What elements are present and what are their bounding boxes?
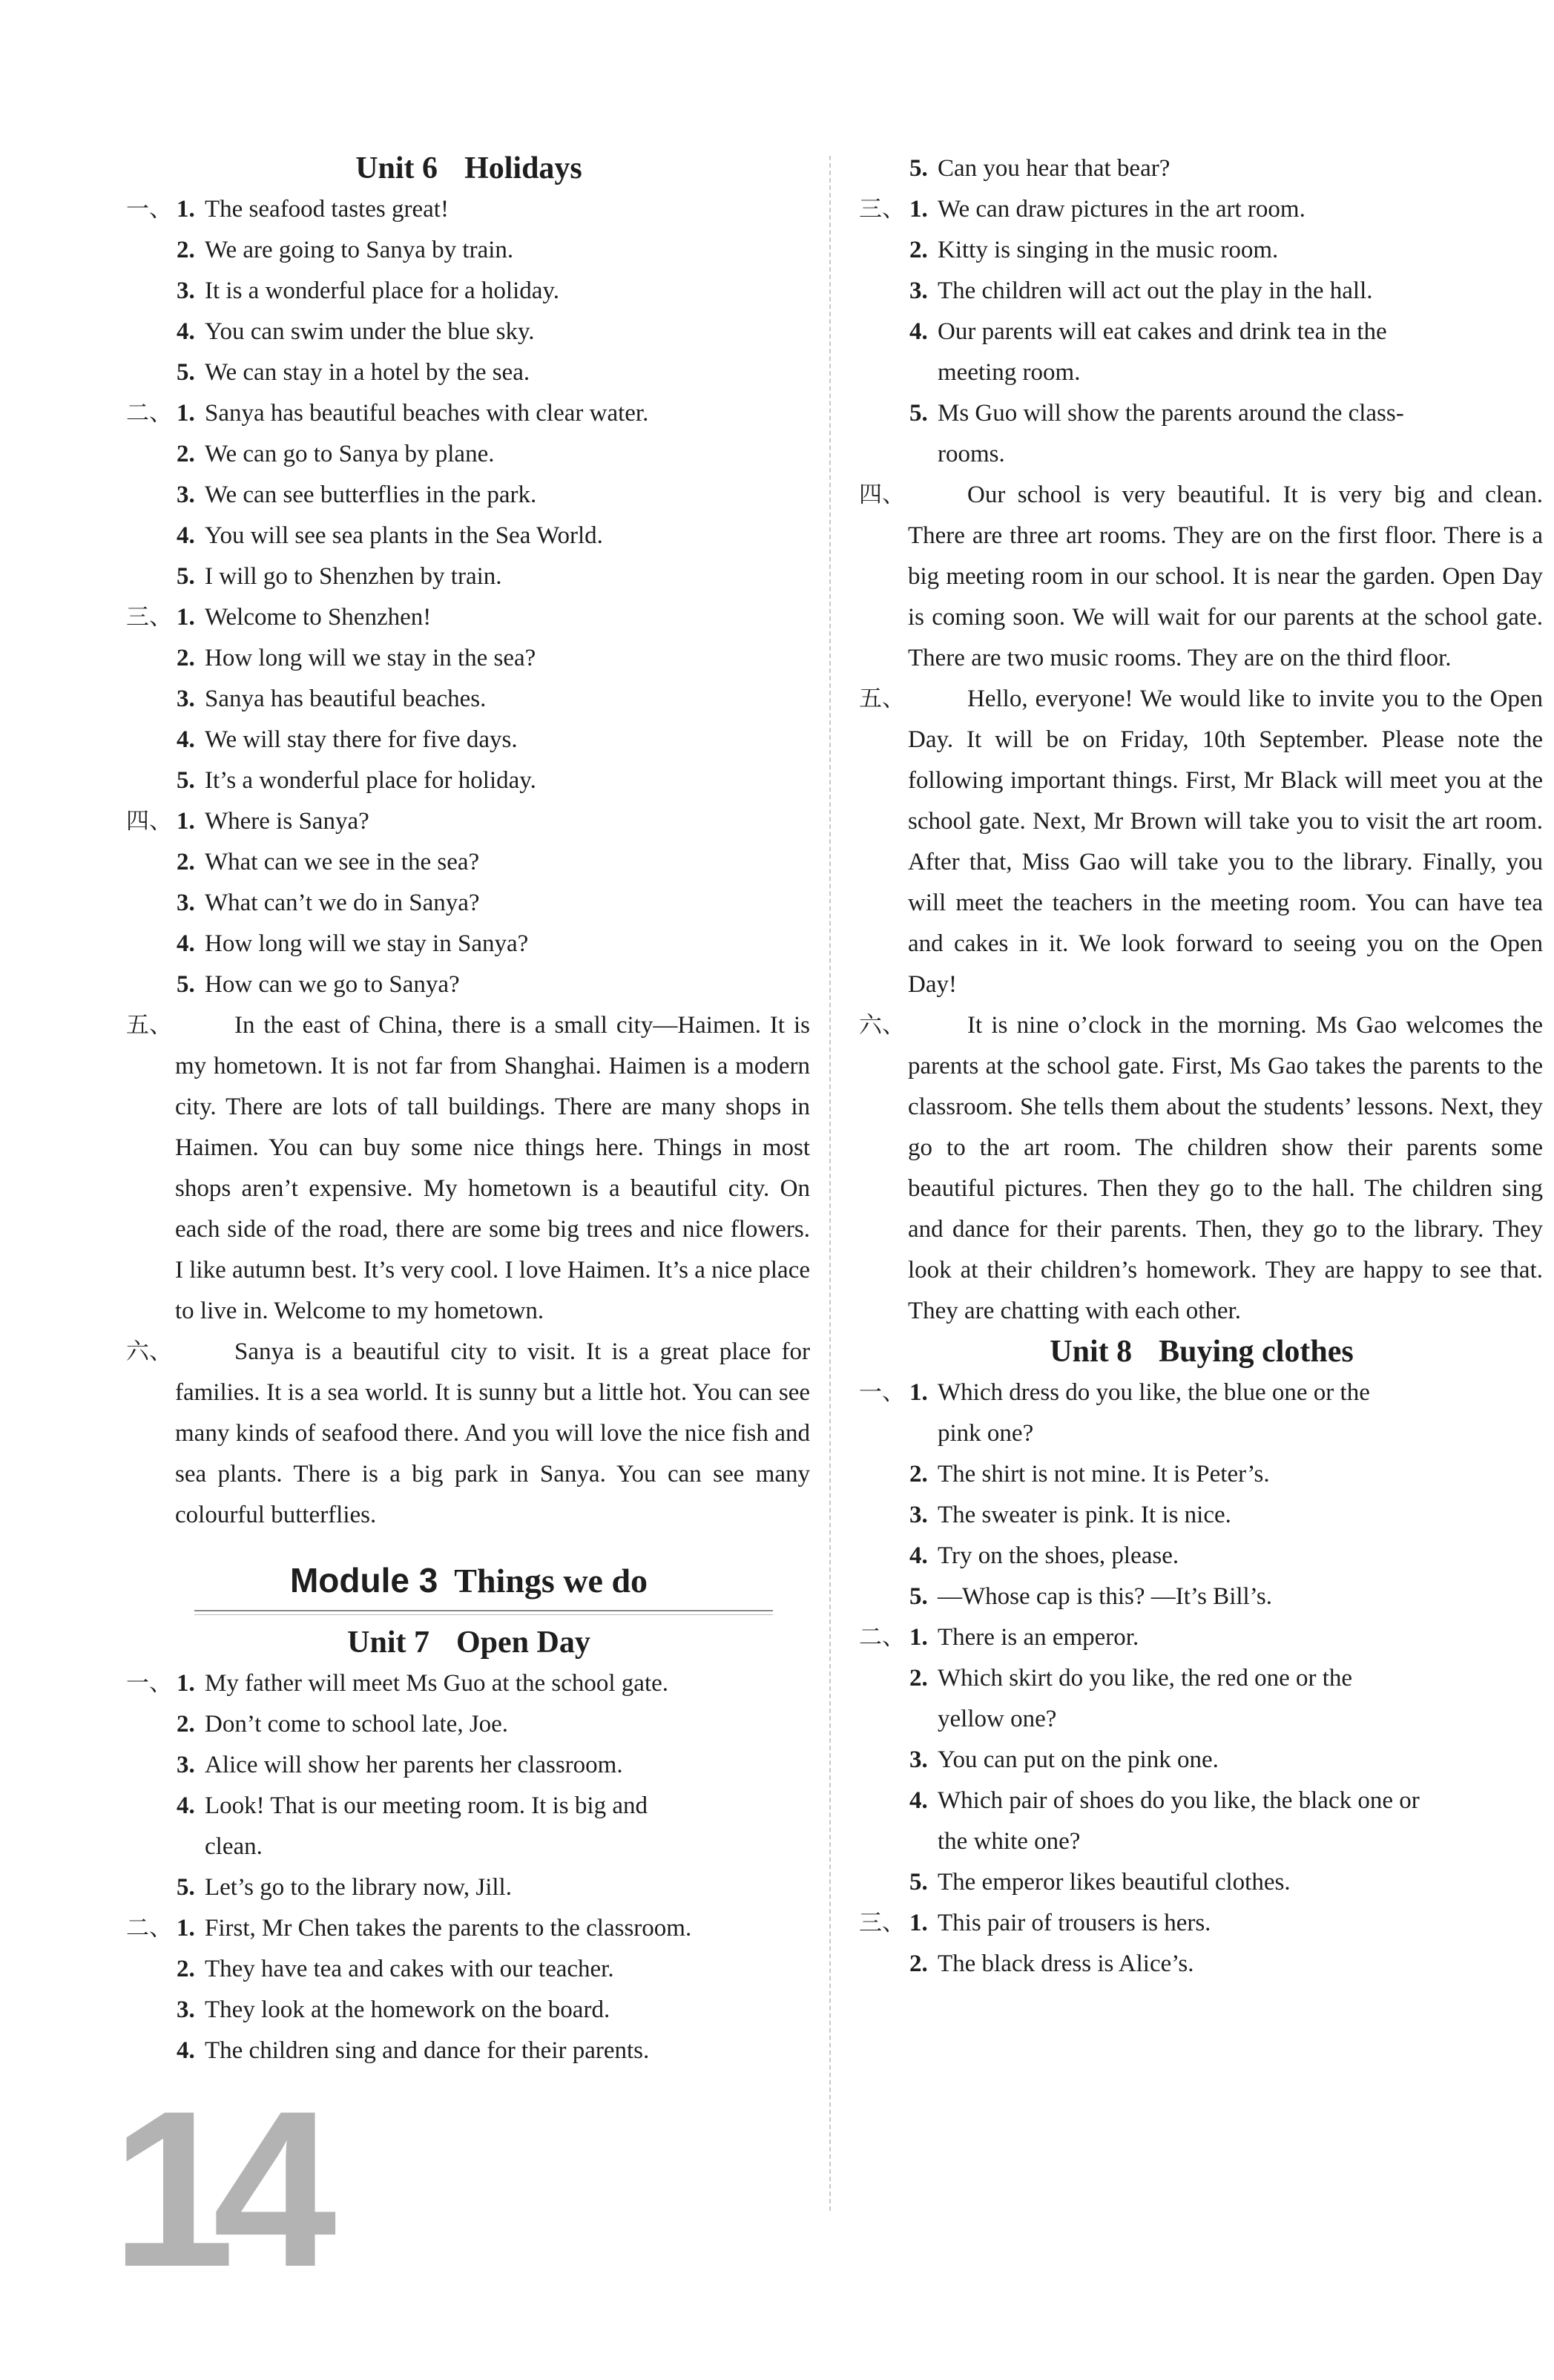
item-text: Alice will show her parents her classroom. — [205, 1752, 623, 1778]
right-column — [860, 148, 1543, 1985]
item-text: Which pair of shoes do you like, the black one or — [938, 1787, 1420, 1814]
item-text: You will see sea plants in the Sea World. — [205, 522, 603, 549]
passage-text: It is nine o’clock in the morning. Ms Gao welcomes the parents at the school gate. First, Ms Gao takes the parents to the classroom. She tells them about the students’ lessons. Next, they go to the art room. The children show their parents some beautiful pictures. Then they go to the hall. The children sing and dance for their parents. Then, they go to the library. They look at their children’s homework. They are happy to see that. They are chatting with each other. — [908, 1012, 1543, 1324]
item-text: pink one? — [938, 1420, 1034, 1447]
list-item-continuation — [128, 1827, 810, 1867]
list-item — [860, 312, 1543, 352]
list-item — [860, 189, 1543, 230]
item-number: 1. — [177, 400, 195, 427]
list-item — [128, 189, 810, 230]
list-item — [128, 842, 810, 883]
item-text: the white one? — [938, 1828, 1081, 1855]
section-marker: 五、 — [126, 1012, 172, 1039]
section-marker: 一、 — [126, 196, 172, 223]
item-number: 1. — [177, 1670, 195, 1697]
item-number: 3. — [177, 686, 195, 712]
unit-name: Open Day — [456, 1625, 590, 1660]
list-item — [128, 352, 810, 393]
list-item — [860, 1536, 1543, 1577]
list-item — [128, 1663, 810, 1704]
item-number: 1. — [909, 196, 928, 223]
item-text: Try on the shoes, please. — [938, 1542, 1179, 1569]
item-text: The shirt is not mine. It is Peter’s. — [938, 1461, 1270, 1488]
section-marker: 三、 — [859, 196, 905, 223]
item-number: 1. — [177, 808, 195, 835]
list-item — [128, 1908, 810, 1949]
list-item-continuation — [860, 352, 1543, 393]
item-text: Which skirt do you like, the red one or the — [938, 1665, 1353, 1692]
section-marker: 四、 — [859, 481, 905, 508]
list-item — [128, 924, 810, 964]
item-number: 2. — [909, 1665, 928, 1692]
list-item — [860, 271, 1543, 312]
item-number: 4. — [177, 726, 195, 753]
item-text: Can you hear that bear? — [938, 155, 1171, 182]
unit7-title — [128, 1623, 810, 1663]
item-text: We can stay in a hotel by the sea. — [205, 359, 530, 386]
section-marker: 二、 — [126, 1915, 172, 1942]
item-text: The seafood tastes great! — [205, 196, 449, 223]
list-item — [860, 1903, 1543, 1944]
list-item — [128, 393, 810, 434]
item-number: 3. — [177, 277, 195, 304]
list-item-continuation — [860, 1699, 1543, 1740]
item-text: Ms Guo will show the parents around the class- — [938, 400, 1404, 427]
list-item — [860, 1862, 1543, 1903]
item-text: I will go to Shenzhen by train. — [205, 563, 502, 590]
item-number: 2. — [177, 441, 195, 467]
module-rule — [194, 1610, 773, 1615]
list-item — [128, 434, 810, 475]
passage — [860, 1005, 1543, 1332]
item-number: 1. — [909, 1379, 928, 1406]
item-text: There is an emperor. — [938, 1624, 1139, 1651]
list-item — [128, 1745, 810, 1786]
item-text: They look at the homework on the board. — [205, 1996, 610, 2023]
list-item — [128, 801, 810, 842]
list-item — [860, 1658, 1543, 1699]
module-title — [128, 1551, 810, 1610]
item-text: You can put on the pink one. — [938, 1746, 1219, 1773]
section-marker: 三、 — [859, 1910, 905, 1936]
passage-text: Hello, everyone! We would like to invite you to the Open Day. It will be on Friday, 10th September. Please note the following important things. First, Mr Black will meet you at the school gate. Next, Mr Brown will take you to visit the art room. After that, Miss Gao will take you to the library. Finally, you will meet the teachers in the meeting room. You can have tea and cakes in it. We look forward to seeing you on the Open Day! — [908, 686, 1543, 998]
list-item — [128, 516, 810, 556]
item-text: —Whose cap is this? —It’s Bill’s. — [938, 1583, 1272, 1610]
item-number: 3. — [177, 481, 195, 508]
list-item — [860, 1495, 1543, 1536]
unit6-title — [128, 148, 810, 189]
section-marker: 五、 — [859, 686, 905, 712]
item-number: 2. — [177, 849, 195, 875]
item-text: We can see butterflies in the park. — [205, 481, 537, 508]
section-marker: 二、 — [859, 1624, 905, 1651]
item-number: 1. — [177, 1915, 195, 1942]
module-name: Things we do — [454, 1562, 648, 1600]
item-number: 4. — [909, 318, 928, 345]
item-text: We can go to Sanya by plane. — [205, 441, 495, 467]
item-number: 5. — [909, 1869, 928, 1896]
item-text: We will stay there for five days. — [205, 726, 518, 753]
unit-label: Unit 8 — [1050, 1335, 1133, 1369]
list-item — [128, 883, 810, 924]
list-item — [860, 1454, 1543, 1495]
item-number: 5. — [177, 1874, 195, 1901]
unit-name: Buying clothes — [1159, 1335, 1354, 1369]
list-item — [128, 1704, 810, 1745]
item-text: Welcome to Shenzhen! — [205, 604, 432, 631]
item-text: The children will act out the play in the hall. — [938, 277, 1373, 304]
list-item — [128, 638, 810, 679]
item-text: The black dress is Alice’s. — [938, 1950, 1194, 1977]
item-text: Our parents will eat cakes and drink tea in the — [938, 318, 1387, 345]
list-item — [860, 1577, 1543, 1617]
item-text: It’s a wonderful place for holiday. — [205, 767, 536, 794]
list-item — [128, 1786, 810, 1827]
item-text: Look! That is our meeting room. It is big and — [205, 1792, 648, 1819]
list-item — [860, 1617, 1543, 1658]
section-marker: 四、 — [126, 808, 172, 835]
list-item — [128, 1949, 810, 1990]
item-text: rooms. — [938, 441, 1005, 467]
item-text: Sanya has beautiful beaches. — [205, 686, 487, 712]
page-number: 14 — [111, 2064, 315, 2313]
list-item — [128, 679, 810, 720]
passage-text: In the east of China, there is a small city—Haimen. It is my hometown. It is not far from Shanghai. Haimen is a modern city. There are lots of tall buildings. There are many shops in Haimen. You can buy some nice things here. Things in most shops aren’t expensive. My hometown is a beautiful city. On each side of the road, there are some big trees and nice flowers. I like autumn best. It’s very cool. I love Haimen. It’s a nice place to live in. Welcome to my hometown. — [175, 1012, 810, 1324]
item-number: 4. — [177, 522, 195, 549]
item-number: 2. — [909, 1950, 928, 1977]
list-item — [128, 760, 810, 801]
item-text: We can draw pictures in the art room. — [938, 196, 1306, 223]
item-number: 1. — [177, 604, 195, 631]
item-number: 2. — [177, 1956, 195, 1982]
passage-text: Our school is very beautiful. It is very big and clean. There are three art rooms. They are on the first floor. There is a big meeting room in our school. It is near the garden. Open Day is coming soon. We will wait for our parents at the school gate. There are two music rooms. They are on the third floor. — [908, 481, 1543, 671]
list-item — [860, 1781, 1543, 1821]
item-text: They have tea and cakes with our teacher. — [205, 1956, 614, 1982]
item-number: 1. — [909, 1910, 928, 1936]
item-text: Sanya has beautiful beaches with clear water. — [205, 400, 649, 427]
passage — [860, 679, 1543, 1005]
list-item — [128, 312, 810, 352]
item-text: Don’t come to school late, Joe. — [205, 1711, 509, 1738]
item-number: 2. — [177, 1711, 195, 1738]
passage-text: Sanya is a beautiful city to visit. It is a great place for families. It is a sea world. It is sunny but a little hot. You can see many kinds of seafood there. And you will love the nice fish and sea plants. There is a big park in Sanya. You can see many colourful butterflies. — [175, 1338, 810, 1528]
item-number: 4. — [177, 2037, 195, 2064]
list-item — [128, 964, 810, 1005]
item-text: Where is Sanya? — [205, 808, 369, 835]
item-text: You can swim under the blue sky. — [205, 318, 535, 345]
list-item — [860, 148, 1543, 189]
item-number: 4. — [177, 930, 195, 957]
section-marker: 六、 — [126, 1338, 172, 1365]
list-item — [860, 393, 1543, 434]
list-item — [128, 475, 810, 516]
item-text: This pair of trousers is hers. — [938, 1910, 1211, 1936]
list-item-continuation — [860, 434, 1543, 475]
list-item — [860, 1373, 1543, 1413]
unit-label: Unit 6 — [355, 151, 438, 185]
item-number: 5. — [177, 767, 195, 794]
left-column — [128, 148, 810, 2071]
passage — [860, 475, 1543, 679]
item-number: 3. — [909, 1502, 928, 1528]
item-text: First, Mr Chen takes the parents to the classroom. — [205, 1915, 692, 1942]
section-marker: 一、 — [859, 1379, 905, 1406]
item-number: 5. — [177, 971, 195, 998]
item-text: yellow one? — [938, 1706, 1057, 1732]
list-item-continuation — [860, 1413, 1543, 1454]
item-number: 1. — [177, 196, 195, 223]
item-text: The sweater is pink. It is nice. — [938, 1502, 1231, 1528]
item-text: My father will meet Ms Guo at the school gate. — [205, 1670, 669, 1697]
item-number: 2. — [909, 237, 928, 263]
item-number: 3. — [177, 1996, 195, 2023]
list-item — [128, 597, 810, 638]
section-marker: 二、 — [126, 400, 172, 427]
item-number: 3. — [177, 1752, 195, 1778]
unit8-title — [860, 1332, 1543, 1373]
unit-name: Holidays — [464, 151, 582, 185]
column-divider — [829, 156, 831, 2211]
list-item — [128, 230, 810, 271]
item-number: 4. — [909, 1542, 928, 1569]
item-text: How long will we stay in Sanya? — [205, 930, 529, 957]
item-text: The emperor likes beautiful clothes. — [938, 1869, 1291, 1896]
item-number: 5. — [909, 155, 928, 182]
item-number: 2. — [909, 1461, 928, 1488]
item-number: 3. — [909, 277, 928, 304]
list-item — [128, 556, 810, 597]
section-marker: 六、 — [859, 1012, 905, 1039]
item-text: meeting room. — [938, 359, 1081, 386]
item-number: 2. — [177, 237, 195, 263]
item-text: It is a wonderful place for a holiday. — [205, 277, 560, 304]
list-item-continuation — [860, 1821, 1543, 1862]
passage — [128, 1005, 810, 1332]
item-text: Kitty is singing in the music room. — [938, 237, 1279, 263]
list-item — [128, 271, 810, 312]
item-number: 4. — [909, 1787, 928, 1814]
item-number: 4. — [177, 318, 195, 345]
item-text: How can we go to Sanya? — [205, 971, 460, 998]
item-text: clean. — [205, 1833, 263, 1860]
list-item — [128, 720, 810, 760]
item-text: How long will we stay in the sea? — [205, 645, 536, 671]
item-text: Let’s go to the library now, Jill. — [205, 1874, 512, 1901]
item-text: We are going to Sanya by train. — [205, 237, 514, 263]
module-label: Module 3 — [289, 1561, 438, 1600]
section-marker: 三、 — [126, 604, 172, 631]
item-number: 5. — [177, 563, 195, 590]
item-number: 3. — [177, 890, 195, 916]
item-number: 5. — [909, 400, 928, 427]
list-item — [128, 1867, 810, 1908]
item-number: 4. — [177, 1792, 195, 1819]
list-item — [860, 1944, 1543, 1985]
item-number: 1. — [909, 1624, 928, 1651]
list-item — [860, 1740, 1543, 1781]
item-number: 2. — [177, 645, 195, 671]
list-item — [128, 1990, 810, 2031]
unit-label: Unit 7 — [347, 1625, 429, 1660]
item-number: 3. — [909, 1746, 928, 1773]
list-item — [860, 230, 1543, 271]
item-number: 5. — [909, 1583, 928, 1610]
item-text: Which dress do you like, the blue one or the — [938, 1379, 1370, 1406]
item-number: 5. — [177, 359, 195, 386]
section-marker: 一、 — [126, 1670, 172, 1697]
item-text: What can’t we do in Sanya? — [205, 890, 480, 916]
item-text: The children sing and dance for their parents. — [205, 2037, 650, 2064]
passage — [128, 1332, 810, 1536]
item-text: What can we see in the sea? — [205, 849, 480, 875]
